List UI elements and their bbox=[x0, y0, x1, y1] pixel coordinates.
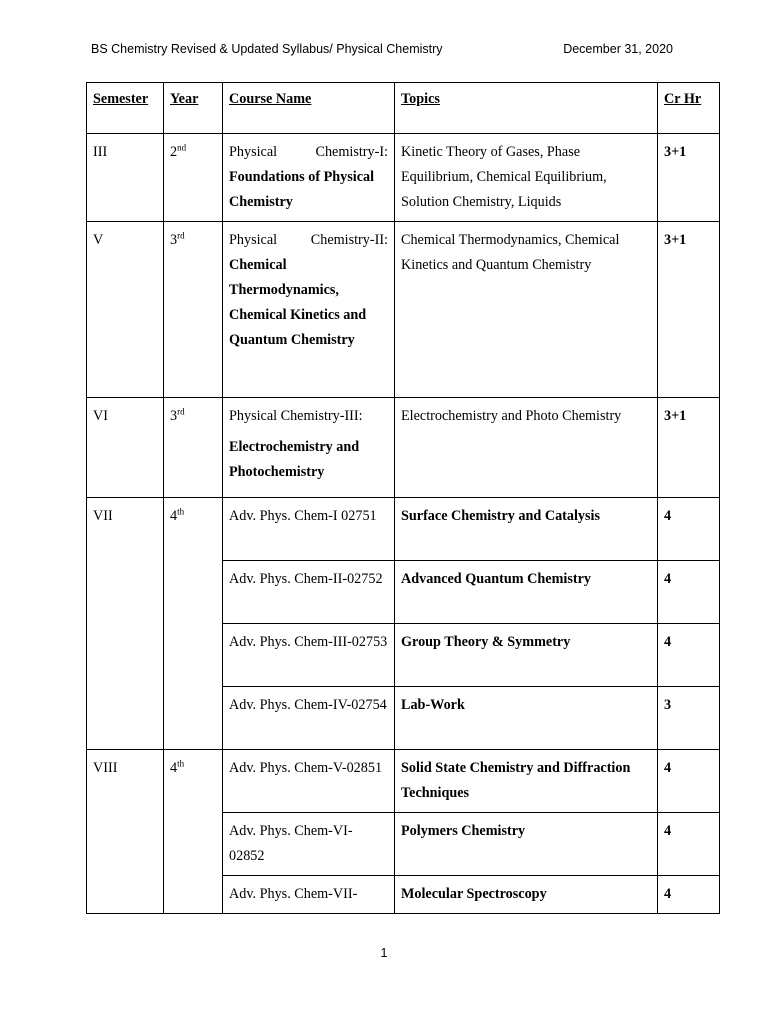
semester-cell: VII bbox=[87, 498, 164, 750]
column-header-topics: Topics bbox=[395, 83, 658, 134]
column-header-semester: Semester bbox=[87, 83, 164, 134]
year-cell: 3rd bbox=[164, 222, 223, 398]
credit-hours-cell: 3 bbox=[658, 687, 720, 750]
topics-cell: Advanced Quantum Chemistry bbox=[395, 561, 658, 624]
credit-hours-cell: 4 bbox=[658, 561, 720, 624]
credit-hours-cell: 4 bbox=[658, 876, 720, 914]
table-row bbox=[87, 498, 720, 561]
course-name-cell: Adv. Phys. Chem-II-02752 bbox=[223, 561, 395, 624]
credit-hours-cell: 3+1 bbox=[658, 222, 720, 398]
course-name-cell: Adv. Phys. Chem-VII- bbox=[223, 876, 395, 914]
course-name-cell: Adv. Phys. Chem-III-02753 bbox=[223, 624, 395, 687]
semester-cell: V bbox=[87, 222, 164, 398]
course-title: Electrochemistry and Photochemistry bbox=[229, 439, 360, 480]
column-header-course-name: Course Name bbox=[223, 83, 395, 134]
topics-cell: Electrochemistry and Photo Chemistry bbox=[395, 398, 658, 498]
course-title: Foundations of Physical Chemistry bbox=[229, 169, 375, 210]
semester-cell: III bbox=[87, 134, 164, 222]
course-name-cell: Adv. Phys. Chem-V-02851 bbox=[223, 750, 395, 813]
topics-cell: Group Theory & Symmetry bbox=[395, 624, 658, 687]
credit-hours-cell: 4 bbox=[658, 813, 720, 876]
topics-cell: Kinetic Theory of Gases, Phase Equilibrium, Chemical Equilibrium, Solution Chemistry, Liquids bbox=[395, 134, 658, 222]
table-row bbox=[87, 222, 720, 398]
topics-cell: Polymers Chemistry bbox=[395, 813, 658, 876]
syllabus-table bbox=[86, 82, 720, 914]
semester-cell: VI bbox=[87, 398, 164, 498]
topics-cell: Solid State Chemistry and Diffraction Techniques bbox=[395, 750, 658, 813]
year-cell: 3rd bbox=[164, 398, 223, 498]
course-name-cell: Physical Chemistry-III: Electrochemistry and Photochemistry bbox=[223, 398, 395, 498]
credit-hours-cell: 4 bbox=[658, 624, 720, 687]
table-row bbox=[87, 134, 720, 222]
topics-cell: Chemical Thermodynamics, Chemical Kinetics and Quantum Chemistry bbox=[395, 222, 658, 398]
credit-hours-cell: 3+1 bbox=[658, 134, 720, 222]
page-number: 1 bbox=[380, 946, 388, 960]
semester-cell: VIII bbox=[87, 750, 164, 914]
document-title: BS Chemistry Revised & Updated Syllabus/ Physical Chemistry bbox=[91, 42, 443, 56]
course-name-cell: Adv. Phys. Chem-IV-02754 bbox=[223, 687, 395, 750]
course-title: Chemical Thermodynamics, Chemical Kinetics and Quantum Chemistry bbox=[229, 257, 367, 348]
course-name-cell: Adv. Phys. Chem-VI-02852 bbox=[223, 813, 395, 876]
topics-cell: Lab-Work bbox=[395, 687, 658, 750]
topics-cell: Surface Chemistry and Catalysis bbox=[395, 498, 658, 561]
credit-hours-cell: 4 bbox=[658, 498, 720, 561]
year-cell: 2nd bbox=[164, 134, 223, 222]
course-name-cell: Physical Chemistry-I: Foundations of Physical Chemistry bbox=[223, 134, 395, 222]
credit-hours-cell: 4 bbox=[658, 750, 720, 813]
table-row bbox=[87, 750, 720, 813]
year-cell: 4th bbox=[164, 750, 223, 914]
credit-hours-cell: 3+1 bbox=[658, 398, 720, 498]
table-header-row bbox=[87, 83, 720, 134]
column-header-year: Year bbox=[164, 83, 223, 134]
document-date: December 31, 2020 bbox=[563, 42, 673, 56]
table-row bbox=[87, 398, 720, 498]
topics-cell: Molecular Spectroscopy bbox=[395, 876, 658, 914]
course-name-cell: Adv. Phys. Chem-I 02751 bbox=[223, 498, 395, 561]
column-header-credit-hours: Cr Hr bbox=[658, 83, 720, 134]
year-cell: 4th bbox=[164, 498, 223, 750]
page-header bbox=[91, 42, 673, 56]
course-name-cell: Physical Chemistry-II: Chemical Thermodynamics, Chemical Kinetics and Quantum Chemistry bbox=[223, 222, 395, 398]
